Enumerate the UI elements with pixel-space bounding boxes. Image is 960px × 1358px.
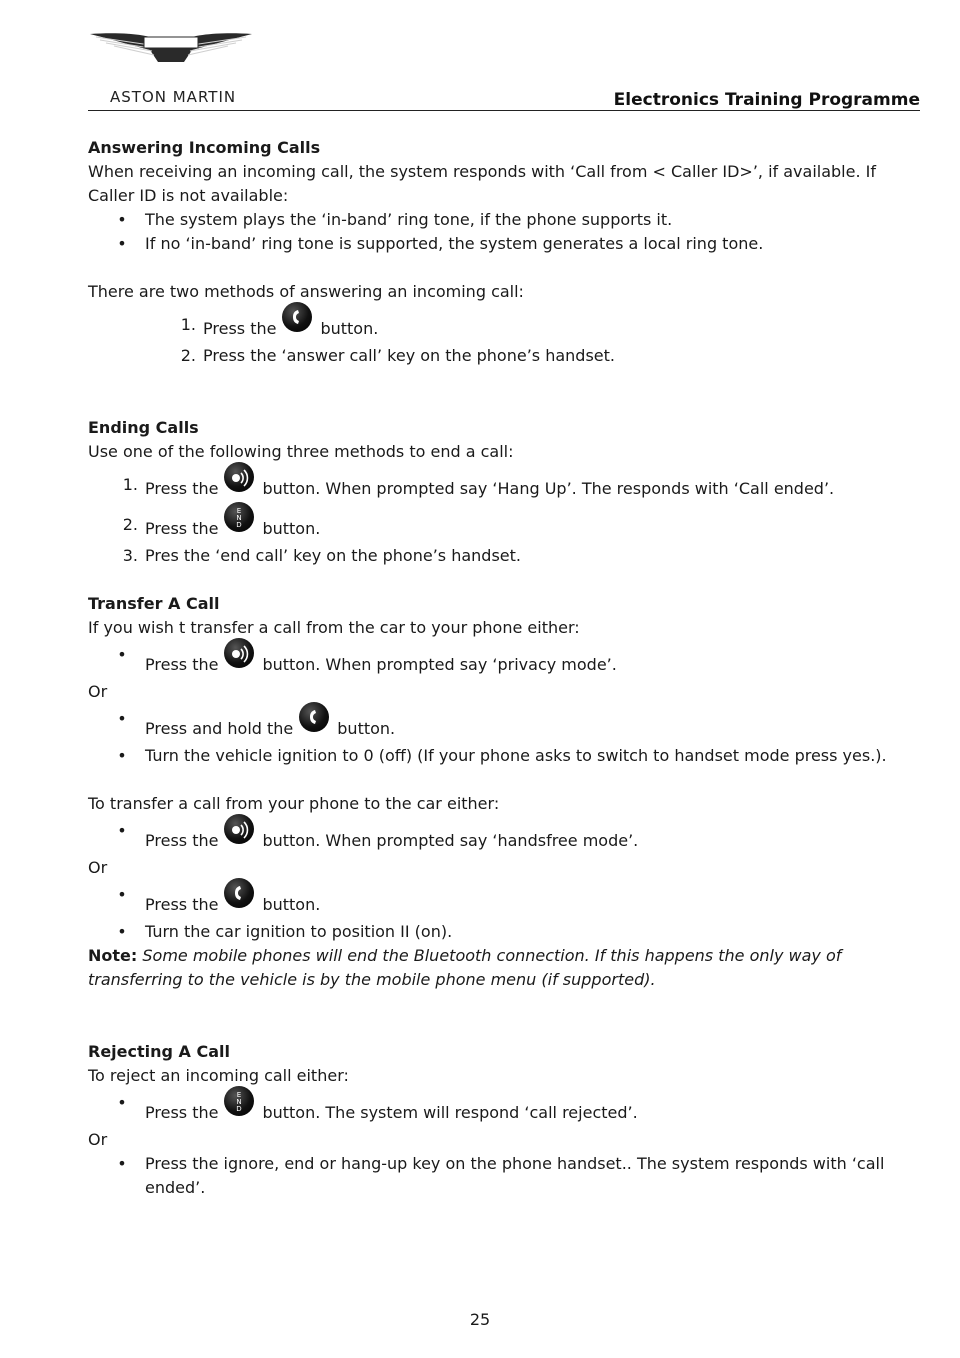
list-item [88,744,920,768]
rejecting-list-c2 [88,1152,920,1200]
bullet-marker: • [117,1093,127,1112]
list-item [88,304,920,344]
section-heading-ending: Ending Calls [88,418,199,437]
note-paragraph [88,944,920,992]
list-item-text: button. When prompted say ‘handsfree mode’. [262,831,639,850]
answering-methods-list [88,304,920,368]
note-label: Note: [88,946,138,965]
rejecting-intro: To reject an incoming call either: [88,1066,349,1085]
list-item-text: button. The system will respond ‘call rejected’. [262,1103,638,1122]
section-heading-answering: Answering Incoming Calls [88,138,321,157]
bullet-marker: • [117,922,127,941]
list-item [88,816,920,856]
transfer-list-a1 [88,640,920,680]
answering-intro: When receiving an incoming call, the system responds with ‘Call from < Caller ID>’, if available. If Caller ID is not available: [88,162,876,205]
list-item-text: button. [337,719,396,738]
svg-text:N: N [236,514,243,522]
list-item-text: Press the [145,895,219,914]
bullet-marker: • [117,645,127,664]
voice-icon [224,638,254,668]
list-item [88,464,920,504]
list-item [88,208,920,232]
list-number: 3. [122,546,138,565]
svg-text:D: D [236,521,243,529]
or-label: Or [88,858,108,877]
header-divider [88,110,920,111]
list-item-text: The system plays the ‘in-band’ ring tone, if the phone supports it. [145,210,673,229]
bullet-marker: • [117,210,127,229]
list-item-text: Turn the vehicle ignition to 0 (off) (If your phone asks to switch to handset mode press yes.). [145,746,887,765]
bullet-marker: • [117,1154,127,1173]
aston-martin-wings-logo [88,28,254,74]
bullet-marker: • [117,821,127,840]
rejecting-list-c1 [88,1088,920,1128]
list-item [88,920,920,944]
list-item-text: button. When prompted say ‘privacy mode’. [262,655,617,674]
list-item-text: Press the [203,319,277,338]
transfer-list-b1 [88,816,920,856]
svg-text:N: N [236,1098,243,1106]
list-item-text: button. [320,319,379,338]
list-item-text: button. When prompted say ‘Hang Up’. The responds with ‘Call ended’. [262,479,835,498]
end-icon [224,1086,254,1116]
svg-text:E: E [237,1091,242,1099]
list-number: 2. [180,346,196,365]
list-item [88,504,920,544]
list-item-text: Press the [145,519,219,538]
list-item [88,544,920,568]
list-item-text: Press the [145,479,219,498]
phone-icon [224,878,254,908]
list-item-text: Press the ‘answer call’ key on the phone’s handset. [203,346,615,365]
list-item [88,232,920,256]
list-item [88,640,920,680]
bullet-marker: • [117,234,127,253]
answering-methods-intro: There are two methods of answering an incoming call: [88,282,524,301]
list-number: 2. [122,515,138,534]
list-item [88,704,920,744]
list-item [88,1152,920,1200]
page-number: 25 [469,1310,491,1329]
list-item-text: If no ‘in-band’ ring tone is supported, the system generates a local ring tone. [145,234,764,253]
bullet-marker: • [117,885,127,904]
list-item-text: Press and hold the [145,719,294,738]
note-text: Some mobile phones will end the Bluetooth connection. If this happens the only way of transferring to the vehicle is by the mobile phone menu (if supported). [88,946,842,989]
or-label: Or [88,1130,108,1149]
list-item [88,1088,920,1128]
or-label: Or [88,682,108,701]
list-item-text: Pres the ‘end call’ key on the phone’s handset. [145,546,521,565]
voice-icon [224,814,254,844]
transfer-intro-2: To transfer a call from your phone to the car either: [88,794,500,813]
transfer-intro: If you wish t transfer a call from the car to your phone either: [88,618,580,637]
list-item-text: button. [262,895,321,914]
list-item-text: Press the [145,1103,219,1122]
list-item-text: Turn the car ignition to position II (on). [145,922,453,941]
section-heading-transfer: Transfer A Call [88,594,220,613]
voice-icon [224,462,254,492]
bullet-marker: • [117,746,127,765]
transfer-list-a2 [88,704,920,768]
answering-bullet-list [88,208,920,256]
list-item-text: Press the [145,831,219,850]
list-item-text: Press the [145,655,219,674]
list-item-text: button. [262,519,321,538]
section-heading-rejecting: Rejecting A Call [88,1042,230,1061]
bullet-marker: • [117,709,127,728]
svg-text:D: D [236,1105,243,1113]
list-number: 1. [122,475,138,494]
page-header-title: Electronics Training Programme [613,90,920,110]
end-icon [224,502,254,532]
document-body [88,136,920,1200]
ending-intro: Use one of the following three methods to end a call: [88,442,514,461]
list-number: 1. [180,315,196,334]
phone-icon [282,302,312,332]
list-item-text: Press the ignore, end or hang-up key on the phone handset.. The system responds with ‘call ended’. [145,1154,885,1197]
brand-name: ASTON MARTIN [110,88,237,106]
ending-methods-list [88,464,920,568]
phone-icon [299,702,329,732]
list-item [88,880,920,920]
svg-text:E: E [237,507,242,515]
transfer-list-b2 [88,880,920,944]
list-item [88,344,920,368]
